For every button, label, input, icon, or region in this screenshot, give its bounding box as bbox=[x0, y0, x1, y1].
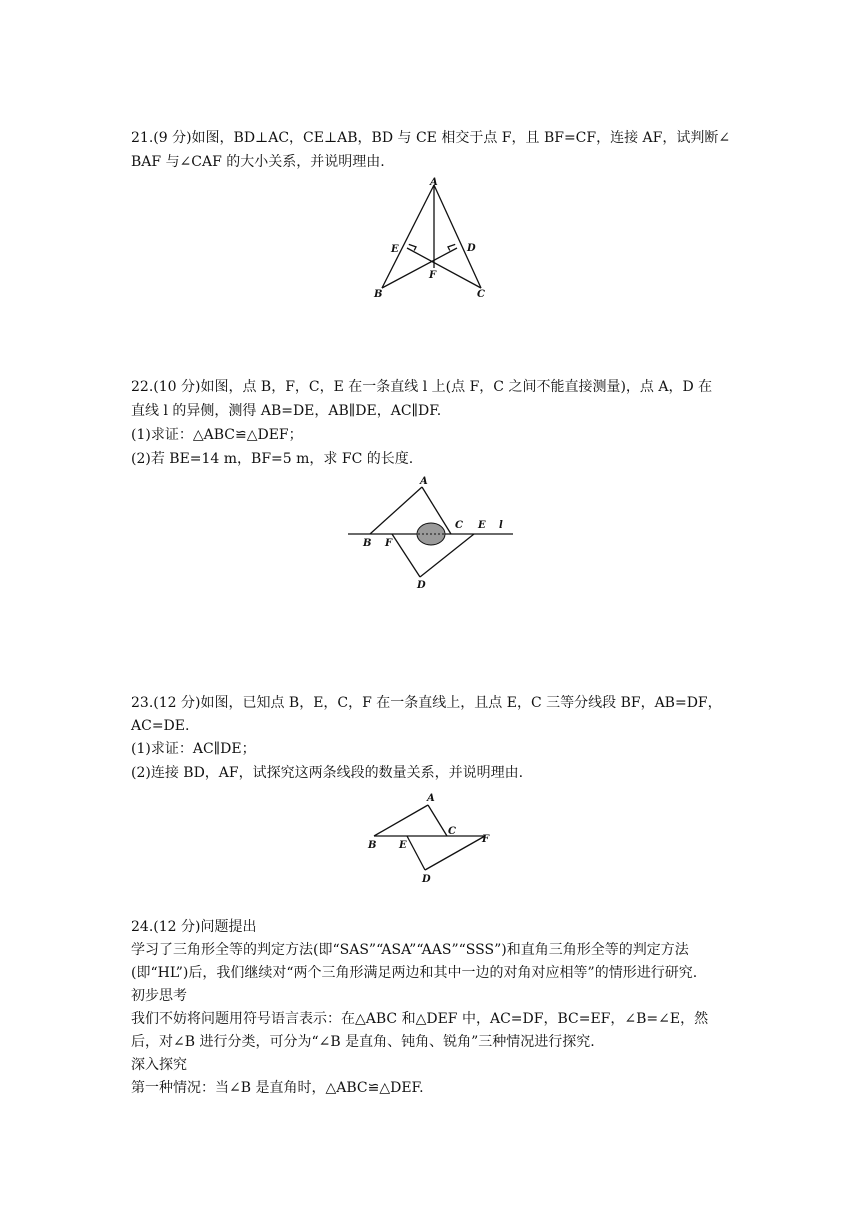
label-D: D bbox=[467, 243, 476, 254]
label-E: E bbox=[391, 244, 399, 255]
q22-text-line-4: (2)若 BE=14 m，BF=5 m，求 FC 的长度. bbox=[131, 451, 414, 467]
segment-FD bbox=[392, 534, 420, 577]
label-l: l bbox=[499, 520, 503, 531]
label-F: F bbox=[385, 538, 393, 549]
q21-text-line-1: 21.(9 分)如图，BD⊥AC，CE⊥AB，BD 与 CE 相交于点 F，且 BF=CF，连接 AF，试判断∠ bbox=[131, 130, 731, 146]
label-E: E bbox=[399, 840, 407, 851]
q24-text-line-1: 24.(12 分)问题提出 bbox=[131, 919, 257, 935]
q22-text-line-2: 直线 l 的异侧，测得 AB=DE，AB∥DE，AC∥DF. bbox=[131, 403, 442, 419]
q23-text-line-4: (2)连接 BD，AF，试探究这两条线段的数量关系，并说明理由. bbox=[131, 765, 524, 781]
label-D: D bbox=[417, 580, 426, 591]
segment-AB bbox=[374, 805, 428, 836]
segment-AB bbox=[382, 185, 434, 288]
q21-text-line-2: BAF 与∠CAF 的大小关系，并说明理由. bbox=[131, 154, 385, 170]
label-B: B bbox=[363, 538, 372, 549]
segment-ED bbox=[407, 836, 425, 870]
label-E: E bbox=[478, 520, 486, 531]
segment-CE bbox=[407, 248, 481, 288]
label-A: A bbox=[427, 793, 435, 804]
q22-text-line-3: (1)求证：△ABC≌△DEF； bbox=[131, 427, 303, 443]
q23-text-line-1: 23.(12 分)如图，已知点 B，E，C，F 在一条直线上，且点 E，C 三等分线段 BF，AB=DF， bbox=[131, 695, 722, 711]
q24-text-line-6: 后，对∠B 进行分类，可分为“∠B 是直角、钝角、锐角”三种情况进行探究. bbox=[131, 1034, 595, 1050]
segment-AC bbox=[434, 185, 481, 288]
q23-figure bbox=[362, 787, 502, 892]
label-F: F bbox=[429, 270, 437, 281]
label-C: C bbox=[455, 520, 463, 531]
label-B: B bbox=[374, 289, 383, 300]
q24-text-line-3: (即“HL”)后，我们继续对“两个三角形满足两边和其中一边的对角对应相等”的情形进行研究. bbox=[131, 965, 698, 981]
q22-line-diagram bbox=[345, 472, 520, 597]
label-B: B bbox=[368, 840, 377, 851]
segment-DF bbox=[425, 836, 485, 870]
label-C: C bbox=[477, 289, 485, 300]
segment-AC bbox=[428, 805, 447, 836]
label-A: A bbox=[430, 177, 438, 188]
q22-figure bbox=[345, 472, 520, 597]
segment-AB bbox=[370, 487, 422, 534]
q21-figure bbox=[370, 175, 500, 305]
q21-triangle-diagram bbox=[370, 175, 500, 305]
q24-text-line-7: 深入探究 bbox=[131, 1057, 187, 1073]
label-D: D bbox=[422, 874, 431, 885]
q24-text-line-5: 我们不妨将问题用符号语言表示：在△ABC 和△DEF 中，AC=DF，BC=EF，∠B=∠E，然 bbox=[131, 1011, 709, 1027]
label-A: A bbox=[420, 476, 428, 487]
q24-text-line-4: 初步思考 bbox=[131, 988, 187, 1004]
q24-text-line-8: 第一种情况：当∠B 是直角时，△ABC≌△DEF. bbox=[131, 1080, 424, 1096]
label-C: C bbox=[448, 826, 456, 837]
q22-text-line-1: 22.(10 分)如图，点 B，F，C，E 在一条直线 l 上(点 F，C 之间不能直接测量)，点 A，D 在 bbox=[131, 379, 713, 395]
q23-text-line-2: AC=DE. bbox=[131, 718, 190, 734]
label-F: F bbox=[482, 834, 490, 845]
q23-line-diagram bbox=[362, 787, 502, 892]
q24-text-line-2: 学习了三角形全等的判定方法(即“SAS”“ASA”“AAS”“SSS”)和直角三角形全等的判定方法 bbox=[131, 942, 689, 958]
q23-text-line-3: (1)求证：AC∥DE； bbox=[131, 741, 256, 757]
